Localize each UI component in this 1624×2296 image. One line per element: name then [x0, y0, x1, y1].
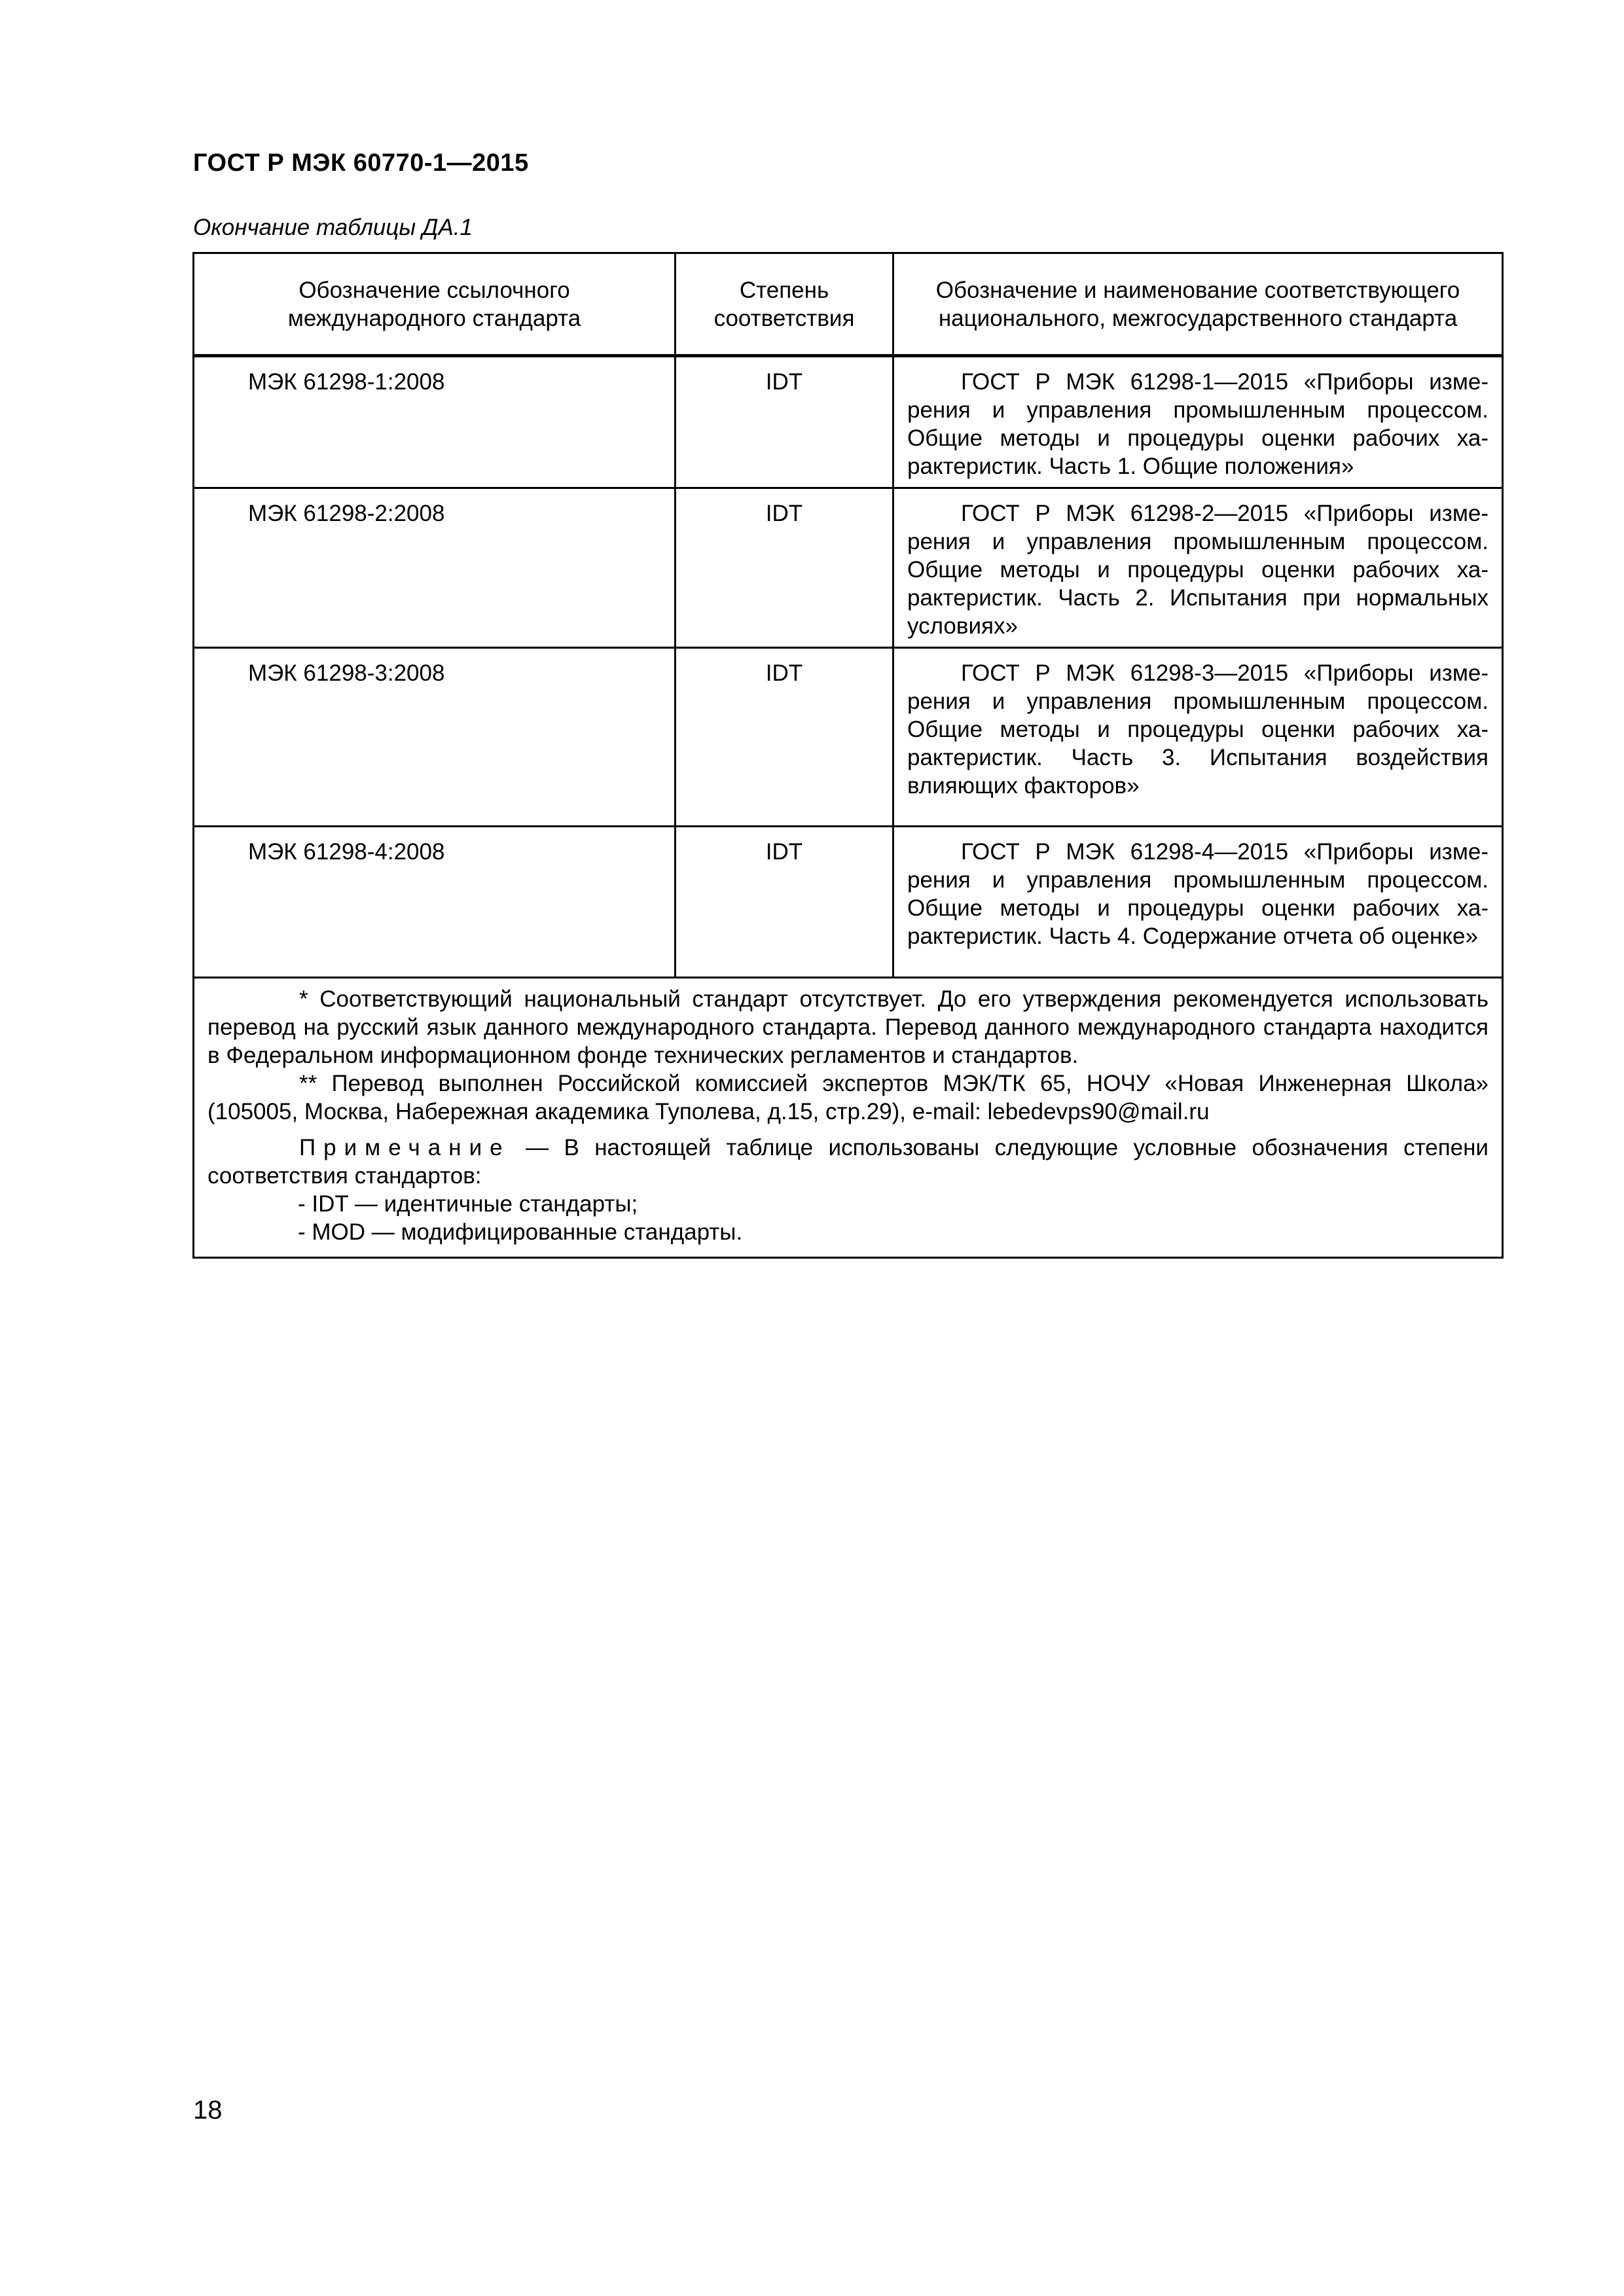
national-standard-title: ГОСТ Р МЭК 61298-4—2015 «Приборы измерения и управления промышленным процессом. Общие методы и процедуры оценки рабочих характеристик. Часть 4. Содержание отчета об оценке» [893, 827, 1503, 978]
correspondence-degree: IDT [676, 356, 893, 488]
international-standard-code: МЭК 61298-2:2008 [194, 488, 676, 648]
column-header-international-standard: Обозначение ссылочного международного стандарта [194, 253, 676, 356]
national-standard-title: ГОСТ Р МЭК 61298-2—2015 «Приборы измерения и управления промышленным процессом. Общие методы и процедуры оценки рабочих характеристик. Часть 2. Испытания при нормальных условиях» [893, 488, 1503, 648]
table-row [194, 356, 1503, 488]
table-notes-row [194, 978, 1503, 1258]
table-notes [194, 978, 1503, 1258]
correspondence-degree: IDT [676, 648, 893, 827]
national-standard-title: ГОСТ Р МЭК 61298-1—2015 «Приборы измерения и управления промышленным процессом. Общие методы и процедуры оценки рабочих характеристик. Часть 1. Общие положения» [893, 356, 1503, 488]
list-item: - IDT — идентичные стандарты; [298, 1191, 638, 1217]
table-caption: Окончание таблицы ДА.1 [193, 215, 473, 240]
note-text: — В настоящей таблице использованы следующие условные обозначения степени соответствия стандартов: [208, 1135, 1489, 1189]
table-row [194, 827, 1503, 978]
footnote-translation: ** Перевод выполнен Российской комиссией экспертов МЭК/ТК 65, НОЧУ «Новая Инженерная Школа» (105005, Москва, Набережная академика Туполева, д.15, стр.29), e-mail: lebedevps90@mail.ru [208, 1071, 1489, 1124]
note-label: Примечание [299, 1135, 511, 1160]
footnote-no-national-standard: * Соответствующий национальный стандарт отсутствует. До его утверждения рекомендуется использовать перевод на русский язык данного международного стандарта. Перевод данного международного стандарта находится в Федеральном информационном фонде технических регламентов и стандартов. [208, 986, 1489, 1068]
reference-standards-table [192, 252, 1504, 1259]
table-row [194, 648, 1503, 827]
column-header-degree: Степень соответствия [676, 253, 893, 356]
international-standard-code: МЭК 61298-1:2008 [194, 356, 676, 488]
note-paragraph [208, 1134, 1489, 1190]
international-standard-code: МЭК 61298-4:2008 [194, 827, 676, 978]
document-title: ГОСТ Р МЭК 60770-1—2015 [193, 149, 529, 177]
correspondence-degree: IDT [676, 488, 893, 648]
correspondence-degree: IDT [676, 827, 893, 978]
table-row [194, 488, 1503, 648]
column-header-national-standard: Обозначение и наименование соответствующего национального, межгосударственного стандарта [893, 253, 1503, 356]
page-number: 18 [193, 2096, 223, 2125]
international-standard-code: МЭК 61298-3:2008 [194, 648, 676, 827]
table-header-row [194, 253, 1503, 356]
list-item: - MOD — модифицированные стандарты. [298, 1219, 743, 1245]
national-standard-title: ГОСТ Р МЭК 61298-3—2015 «Приборы измерения и управления промышленным процессом. Общие методы и процедуры оценки рабочих характеристик. Часть 3. Испытания воздействия влияющих факторов» [893, 648, 1503, 827]
